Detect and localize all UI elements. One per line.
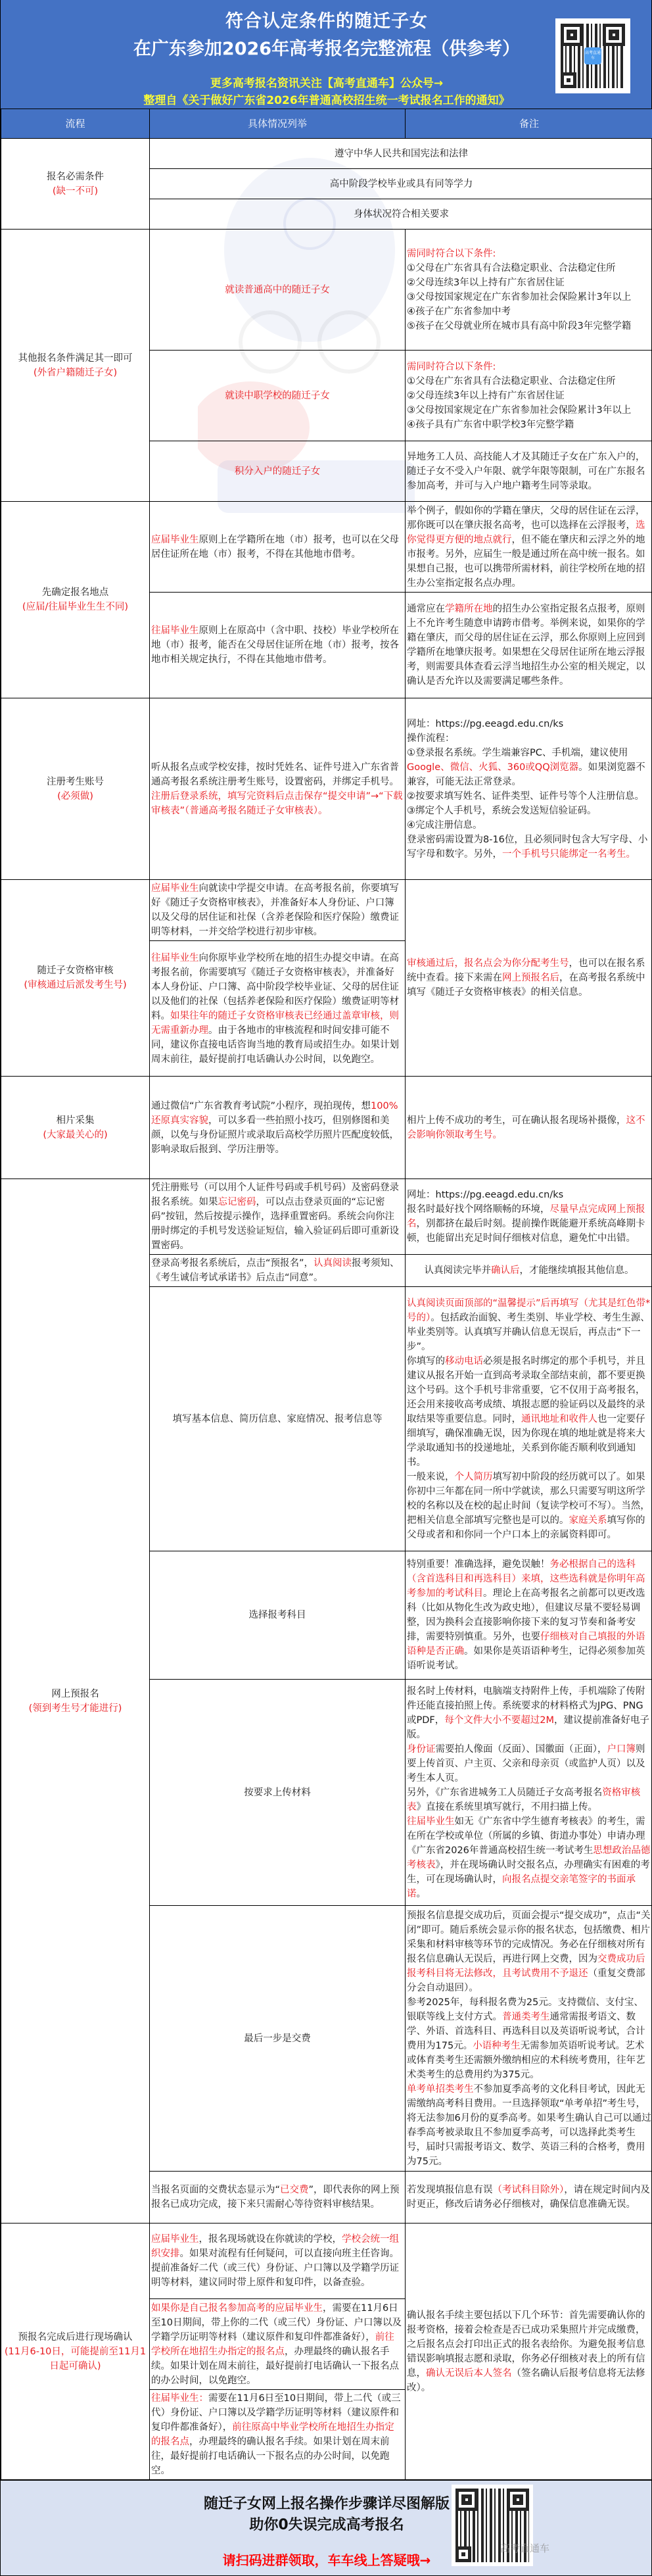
column-header-detail: 具体情况列举 bbox=[150, 109, 406, 139]
step-cell bbox=[1, 230, 150, 502]
detail-cell: 往届毕业生原则上在原高中（含中职、技校）毕业学校所在地（市）报考，能否在父母居住证所在地（市）报考，按各地市相关规定执行，不得在其他地市借考。 bbox=[150, 593, 406, 698]
table-row bbox=[1, 1179, 652, 1255]
detail-cell: 最后一步是交费 bbox=[150, 1906, 406, 2172]
footer-cta: 请扫码进群领取，车车线上答疑哦→ bbox=[1, 2550, 652, 2569]
step-title: 注册考生账号 bbox=[47, 777, 104, 787]
step-note: (11月6-10日，可能提前至11月1日起可确认) bbox=[1, 2345, 149, 2373]
step-note: (缺一不可) bbox=[1, 184, 149, 199]
step-cell bbox=[1, 698, 150, 880]
detail-cell: 应届毕业生向就读中学提交申请。在高考报名前，你要填写好《随迁子女资格审核表》，并准备好本人身份证、户口簿以及父母的居住证和社保（含养老保险和医疗保险）缴费证明等材料，一并交给学校进行初步审核。 bbox=[150, 880, 406, 941]
brand-logo-icon: 高考直通车 bbox=[584, 47, 601, 64]
step-note: (大家最关心的) bbox=[1, 1128, 149, 1142]
note-cell: 需同时符合以下条件: ①父母在广东省具有合法稳定职业、合法稳定住所 ②父母连续3年以上持有广东省居住证 ③父母按国家规定在广东省参加社会保险累计3年以上 ④孩子在广东省参加中考 ⑤孩子在父母就业所在城市具有高中阶段3年完整学籍 bbox=[406, 230, 652, 351]
table-row bbox=[1, 1077, 652, 1179]
requirement-cell: 高中阶段学校毕业或具有同等学力 bbox=[150, 169, 652, 199]
requirement-cell: 身体状况符合相关要求 bbox=[150, 199, 652, 230]
step-title: 相片采集 bbox=[57, 1115, 95, 1126]
note-cell: 确认报名手续主要包括以下几个环节：首先需要确认你的报考资格，接着会检查是否已成功采集照片并完成缴费，之后报名点会打印出正式的报名表给你。为避免报考信息错误影响填报志愿和录取，你务必仔细核对表上的所有信息，确认无误后本人签名（签名确认后报考信息将无法修改）。 bbox=[406, 2224, 652, 2480]
detail-cell: 应届毕业生，报名现场就设在你就读的学校，学校会统一组织安排。如果对流程有任何疑问，可以直接向班主任咨询。提前准备好二代（或三代）身份证、户口簿以及学籍学历证明等材料，建议同时带上原件和复印件，以备查验。 bbox=[150, 2224, 406, 2299]
table-row bbox=[1, 502, 652, 593]
step-title: 随迁子女资格审核 bbox=[37, 965, 114, 976]
column-header-note: 备注 bbox=[406, 109, 652, 139]
step-note: (审核通过后派发考生号) bbox=[1, 978, 149, 992]
follow-subtitle: 更多高考报名资讯关注【高考直通车】公众号→ bbox=[1, 74, 652, 90]
detail-cell: 按要求上传材料 bbox=[150, 1680, 406, 1906]
process-table bbox=[1, 109, 652, 2480]
note-cell: 异地务工人员、高技能人才及其随迁子女在广东入户的，随迁子女不受入户年限、就学年限等限制，可在广东报名参加高考，并可与入户地户籍考生同等录取。 bbox=[406, 441, 652, 502]
registration-url-link[interactable]: 网址：https://pg.eeagd.edu.cn/ks bbox=[407, 719, 563, 729]
column-header-step: 流程 bbox=[1, 109, 150, 139]
footer-title-line2: 助你0失误完成高考报名 bbox=[1, 2514, 652, 2534]
note-cell: 报名时上传材料，电脑端支持附件上传，手机端除了传附件还能直接拍照上传。系统要求的材料格式为JPG、PNG或PDF，每个文件大小不要超过2M，建议提前准备好电子版。 身份证需要拍人像面（反面）、国徽面（正面），户口簿则要上传首页、户主页、父亲和母亲页（或监护人页）以及考生本人页。 另外，《广东省进城务工人员随迁子女高考报名资格审核表》直接在系统里填写就行，不用扫描上传。 往届毕业生如无《广东省中学生德育考核表》的考生，需在所在学校或单位（所属的乡镇、街道办事处）申请办理《广东省2026年普通高校招生统一考试考生思想政治品德考核表》，并在现场确认时交报名点，办理确实有困难的考生，可在现场确认时，向报名点提交亲笔签字的书面承诺。 bbox=[406, 1680, 652, 1906]
step-cell bbox=[1, 502, 150, 698]
registration-url-link[interactable]: 网址：https://pg.eeagd.edu.cn/ks bbox=[407, 1190, 563, 1200]
detail-cell: 选择报考科目 bbox=[150, 1551, 406, 1680]
step-title: 网上预报名 bbox=[51, 1689, 99, 1699]
requirement-cell: 遵守中华人民共和国宪法和法律 bbox=[150, 139, 652, 169]
detail-cell: 往届毕业生向你原毕业学校所在地的招生办提交申请。在高考报名前，你需要填写《随迁子女资格审核表》，并准备好本人身份证、户口簿、高中阶段学校毕业证、父母的居住证以及他们的社保（包括养老保险和医疗保险）缴费证明等材料。如果往年的随迁子女资格审核表已经通过盖章审核，则无需重新办理。由于各地市的审核流程和时间安排可能不同，建议你直接电话咨询当地的教育局或招生办。如果计划周末前往，最好提前打电话确认办公时间，以免跑空。 bbox=[150, 941, 406, 1077]
note-cell: 举个例子，假如你的学籍在肇庆，父母的居住证在云浮，那你既可以在肇庆报名高考，也可以选择在云浮报考，选你觉得更方便的地点就行，但不能在肇庆和云浮之外的地市报考。另外，应届生一般是通过所在高中统一报名。如果想自己报，也可以携带所需材料，前往学校所在地的招生办公室指定报名点办理。 bbox=[406, 502, 652, 593]
note-cell: 认真阅读页面顶部的“温馨提示”后再填写（尤其是红色带*号的）。包括政治面貌、考生类别、毕业学校、考生生源、毕业类别等。认真填写并确认信息无误后，再点击“下一步”。 你填写的移动电话必须是报名时绑定的那个手机号，并且建议从报名开始一直到高考录取全部结束前，都不要更换这个号码。这个手机号非常重要，它不仅用于高考报名，还会用来接收高考成绩、填报志愿的验证码以及最终的录取结果等重要信息。同时，通讯地址和收件人也一定要仔细填写，确保准确无误，因为你现在填的地址就是将来大学录取通知书的投递地址，关系到你能否顺利收到通知书。 一般来说，个人简历填写初中阶段的经历就可以了。如果你初中三年都在同一所中学就读，那么只需要写明这所学校的名称以及在校的起止时间（复读学校可不写）。当然，把相关信息全部填写完整也是可以的。家庭关系填写你的父母或者和和你同一个户口本上的亲属资料即可。 bbox=[406, 1287, 652, 1551]
table-row bbox=[1, 230, 652, 351]
detail-cell: 应届毕业生原则上在学籍所在地（市）报考，也可以在父母居住证所在地（市）报考，不得在其他地市借考。 bbox=[150, 502, 406, 593]
step-note: (外省户籍随迁子女) bbox=[1, 366, 149, 380]
brand-watermark: 高考直通车 bbox=[500, 2541, 549, 2555]
detail-cell: 当报名页面的交费状态显示为“已交费”，即代表你的网上预报名已成功完成，接下来只需耐心等待资料审核结果。 bbox=[150, 2172, 406, 2224]
page-title-line2: 在广东参加2026年高考报名完整流程（供参考） bbox=[1, 34, 652, 60]
detail-cell: 登录高考报名系统后，点击“预报名”，认真阅读报考须知、《考生诚信考试承诺书》后点击“同意”。 bbox=[150, 1255, 406, 1287]
detail-cell: 填写基本信息、简历信息、家庭情况、报考信息等 bbox=[150, 1287, 406, 1551]
note-cell: 审核通过后，报名点会为你分配考生号，也可以在报名系统中查看。接下来需在网上预报名后，在高考报名系统中填写《随迁子女资格审核表》的相关信息。 bbox=[406, 880, 652, 1077]
step-cell bbox=[1, 139, 150, 230]
step-cell bbox=[1, 2224, 150, 2480]
source-subtitle: 整理自《关于做好广东省2026年普通高校招生统一考试报名工作的通知》 bbox=[1, 91, 652, 107]
table-header-row bbox=[1, 109, 652, 139]
detail-cell: 就读中职学校的随迁子女 bbox=[150, 351, 406, 441]
footer-title-line1: 随迁子女网上报名操作步骤详尽图解版 bbox=[1, 2492, 652, 2513]
step-title: 其他报名条件满足其一即可 bbox=[18, 353, 133, 364]
note-cell: 认真阅读完毕并确认后，才能继续填报其他信息。 bbox=[406, 1255, 652, 1287]
table-row bbox=[1, 139, 652, 169]
step-title: 预报名完成后进行现场确认 bbox=[18, 2332, 133, 2343]
step-title: 先确定报名地点 bbox=[42, 587, 109, 598]
detail-cell: 通过微信“广东省教育考试院”小程序，现拍现传，想100%还原真实容貌，可以多看一些拍照小技巧，但别修图和美颜，以免与身份证照片或录取后高校学历照片匹配度较低，影响录取后报到、学历注册等。 bbox=[150, 1077, 406, 1179]
table-row bbox=[1, 880, 652, 941]
detail-cell: 如果你是自己报名参加高考的应届毕业生，需要在11月6日至10日期间，带上你的二代（或三代）身份证、户口簿以及学籍学历证明等材料（建议原件和复印件都准备好），前往学校所在地招生办指定的报名点，办理最终的确认报名手续。如果计划在周末前往，最好提前打电话确认一下报名点的办公时间，以免跑空。 bbox=[150, 2299, 406, 2390]
detail-cell: 往届毕业生：需要在11月6日至10日期间，带上二代（或三代）身份证、户口簿以及学籍学历证明等材料（建议原件和复印件都准备好），前往原高中毕业学校所在地招生办指定的报名点，办理最终的确认报名手续。如果计划在周末前往，最好提前打电话确认一下报名点的办公时间，以免跑空。 bbox=[150, 2390, 406, 2480]
step-cell bbox=[1, 1077, 150, 1179]
step-note: (必须做) bbox=[1, 789, 149, 804]
step-cell bbox=[1, 880, 150, 1077]
detail-cell: 积分入户的随迁子女 bbox=[150, 441, 406, 502]
step-note: (领到考生号才能进行) bbox=[1, 1701, 149, 1716]
detail-cell: 凭注册账号（可以用个人证件号码或手机号码）及密码登录报名系统。如果忘记密码，可以点击登录页面的“忘记密码”按钮，然后按提示操作，选择重置密码。系统会向你注册时绑定的手机号发送验证短信，输入验证码后即可重新设置密码。 bbox=[150, 1179, 406, 1255]
table-row bbox=[1, 2224, 652, 2299]
title-banner bbox=[1, 0, 651, 109]
step-title: 报名必需条件 bbox=[47, 172, 104, 182]
note-cell: 若发现填报信息有误（考试科目除外），请在规定时间内及时更正，修改后请务必仔细核对，确保信息准确无误。 bbox=[406, 2172, 652, 2224]
detail-cell: 就读普通高中的随迁子女 bbox=[150, 230, 406, 351]
note-cell: 相片上传不成功的考生，可在确认报名现场补摄像，这不会影响你领取考生号。 bbox=[406, 1077, 652, 1179]
note-cell: 预报名信息提交成功后，页面会提示“提交成功”，点击“关闭”即可。随后系统会显示你的报名状态，包括缴费、相片采集和材料审核等环节的完成情况。务必在仔细核对所有报名信息确认无误后，再进行网上交费，因为交费成功后报考科目将无法修改，且考试费用不予退还（重复交费部分会自动退回）。 参考2025年，每科报名费为25元。支持微信、支付宝、银联等线上支付方式。普通类考生通常需报考语文、数学、外语、首选科目、再选科目以及英语听说考试，合计费用为175元。小语种考生无需参加英语听说考试。艺术或体育类考生还需额外缴纳相应的术科统考费用，往年艺术类考生的总费用约为375元。 单考单招类考生不参加夏季高考的文化科目考试，因此无需缴纳高考科目费用。一旦选择领取“单考单招”考生号，将无法参加6月份的夏季高考。如果考生确认自己可以通过春季高考被录取且不参加夏季高考，可以选择此类考生号，届时只需报考语文、数学、英语三科的合格考，费用为75元。 bbox=[406, 1906, 652, 2172]
note-cell: 网址：https://pg.eeagd.edu.cn/ks 报名时最好找个网络顺畅的环境，尽量早点完成网上预报名，别都挤在最后时刻。提前操作既能避开系统高峰期卡顿，也能留出充足时间仔细核对信息，避免忙中出错。 bbox=[406, 1179, 652, 1255]
note-cell: 特别重要！准确选择，避免误触！务必根据自己的选科（含首选科目和再选科目）来填，这些选科就是你明年高考参加的考试科目。理论上在高考报名之前都可以更改选科（比如从物化生改为政史地），但建议尽量不要轻易调整，因为换科会直接影响你接下来的复习节奏和备考安排，需要特别慎重。另外，也要仔细核对自己填报的外语语种是否正确。如果你是英语语种考生，记得必须参加英语听说考试。 bbox=[406, 1551, 652, 1680]
detail-cell: 听从报名点或学校安排，按时凭姓名、证件号进入广东省普通高考报名系统注册考生账号，设置密码，并绑定手机号。注册后登录系统，填写完资料后点击保存“提交申请”→“下载审核表”（普通高考报名随迁子女审核表）。 bbox=[150, 698, 406, 880]
qr-code-icon[interactable] bbox=[555, 18, 630, 93]
footer-banner bbox=[1, 2480, 651, 2576]
note-cell: 需同时符合以下条件: ①父母在广东省具有合法稳定职业、合法稳定住所 ②父母连续3年以上持有广东省居住证 ③父母按国家规定在广东省参加社会保险累计3年以上 ④孩子具有广东省中职学校3年完整学籍 bbox=[406, 351, 652, 441]
step-cell bbox=[1, 1179, 150, 2224]
table-row bbox=[1, 698, 652, 880]
note-cell: 网址：https://pg.eeagd.edu.cn/ks 操作流程： ①登录报名系统。学生端兼容PC、手机端，建议使用Google、微信、火狐、360或QQ浏览器。如果浏览器不兼容，可能无法正常登录。 ②按要求填写姓名、证件类型、证件号等个人注册信息。 ③绑定个人手机号，系统会发送短信验证码。 ④完成注册信息。 登录密码需设置为8-16位，且必须同时包含大写字母、小写字母和数字。另外，一个手机号只能绑定一名考生。 bbox=[406, 698, 652, 880]
page-title-line1: 符合认定条件的随迁子女 bbox=[1, 7, 652, 32]
step-note: (应届/往届毕业生生不同) bbox=[1, 600, 149, 614]
note-cell: 通常应在学籍所在地的招生办公室指定报名点报考，原则上不允许考生随意申请跨市借考。举例来说，如果你的学籍在肇庆，而父母的居住证在云浮，那么你原则上应回到学籍所在地肇庆报考。如果想在父母居住证所在地云浮报考，则需要具体查看云浮当地招生办公室的相关规定，以确认是否允许以及需要满足哪些条件。 bbox=[406, 593, 652, 698]
